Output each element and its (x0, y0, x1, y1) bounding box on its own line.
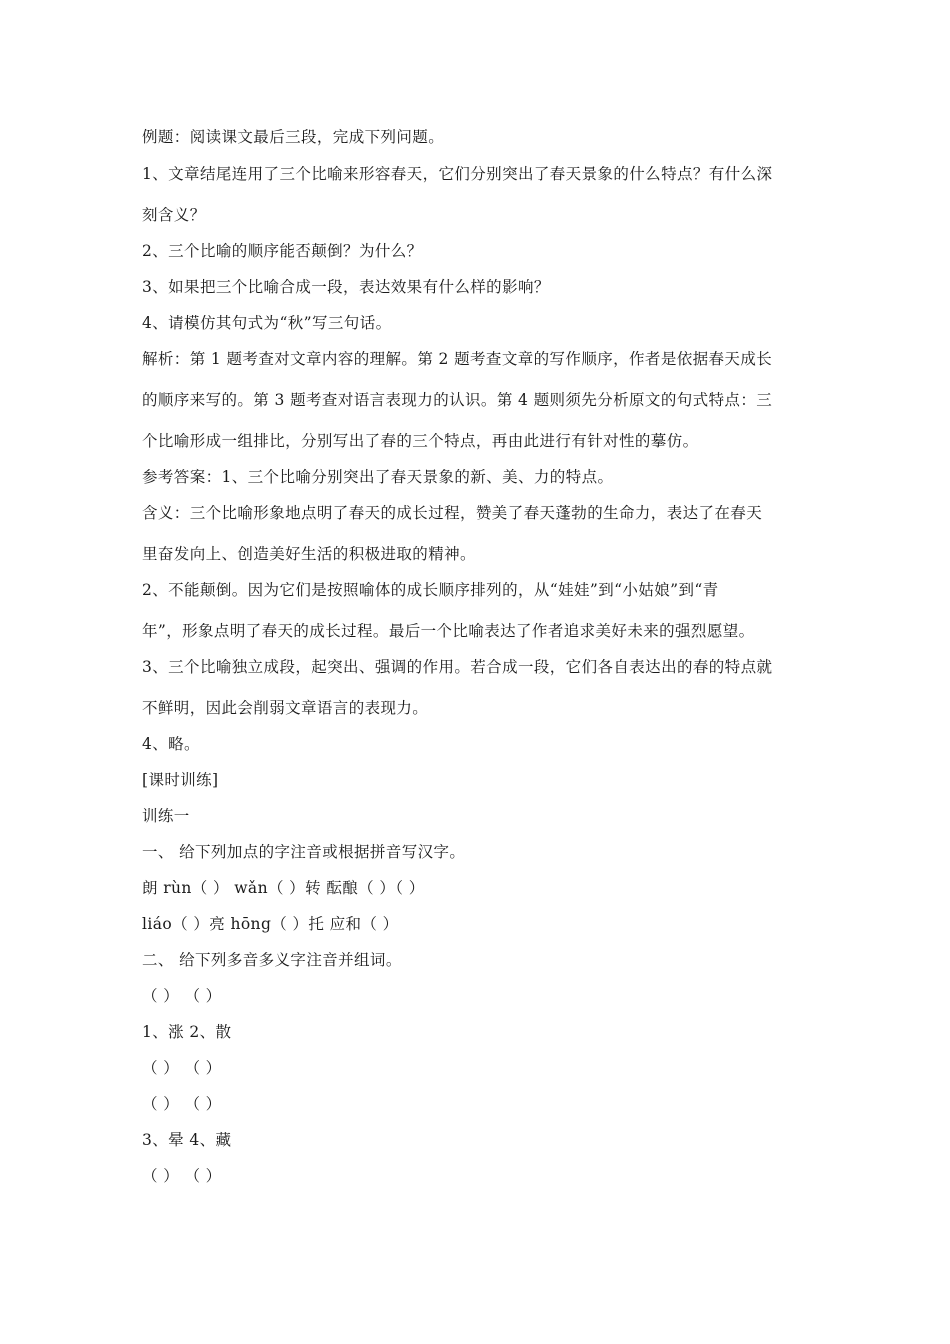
answer-2-line-1: 2、不能颠倒。因为它们是按照喻体的成长顺序排列的，从“娃娃”到“小姑娘”到“青 (142, 581, 719, 599)
exercise-1-title: 训练一 (142, 807, 190, 825)
section-heading: [课时训练] (142, 771, 219, 789)
answer-3-line-1: 3、三个比喻独立成段，起突出、强调的作用。若合成一段，它们各自表达出的春的特点就 (142, 658, 773, 676)
blank-row: （ ） （ ） (142, 987, 222, 1005)
meaning-line-2: 里奋发向上、创造美好生活的积极进取的精神。 (142, 545, 476, 563)
meaning-line-1: 含义：三个比喻形象地点明了春天的成长过程，赞美了春天蓬勃的生命力，表达了在春天 (142, 504, 763, 522)
part-2-instruction: 二、 给下列多音多义字注音并组词。 (142, 951, 402, 969)
question-3: 3、如果把三个比喻合成一段，表达效果有什么样的影响？ (142, 278, 550, 296)
question-1: 1、文章结尾连用了三个比喻来形容春天，它们分别突出了春天景象的什么特点？有什么深 (142, 165, 773, 183)
word-row-2: 3、晕 4、藏 (142, 1131, 232, 1149)
question-2: 2、三个比喻的顺序能否颠倒？为什么？ (142, 242, 423, 260)
part-1-instruction: 一、 给下列加点的字注音或根据拼音写汉字。 (142, 843, 466, 861)
part-1-row-2: liáo（ ）亮 hōng（ ）托 应和（ ） (142, 915, 399, 933)
question-1-cont: 刻含义？ (142, 206, 206, 224)
blank-row: （ ） （ ） (142, 1167, 222, 1185)
answer-1: 参考答案：1、三个比喻分别突出了春天景象的新、美、力的特点。 (142, 468, 614, 486)
question-4: 4、请模仿其句式为“秋”写三句话。 (142, 314, 392, 332)
example-heading: 例题：阅读课文最后三段，完成下列问题。 (142, 128, 445, 146)
part-1-row-1: 朗 rùn（ ） wǎn（ ）转 酝酿（ ）（ ） (142, 879, 425, 897)
blank-row: （ ） （ ） (142, 1095, 222, 1113)
answer-4: 4、略。 (142, 735, 200, 753)
blank-row: （ ） （ ） (142, 1059, 222, 1077)
word-row-1: 1、涨 2、散 (142, 1023, 232, 1041)
analysis-line-2: 的顺序来写的。第 3 题考查对语言表现力的认识。第 4 题则须先分析原文的句式特点：三 (142, 391, 773, 409)
answer-2-line-2: 年”，形象点明了春天的成长过程。最后一个比喻表达了作者追求美好未来的强烈愿望。 (142, 622, 755, 640)
answer-3-line-2: 不鲜明，因此会削弱文章语言的表现力。 (142, 699, 429, 717)
analysis-line-1: 解析：第 1 题考查对文章内容的理解。第 2 题考查文章的写作顺序，作者是依据春天成长 (142, 350, 773, 368)
analysis-line-3: 个比喻形成一组排比，分别写出了春的三个特点，再由此进行有针对性的摹仿。 (142, 432, 699, 450)
